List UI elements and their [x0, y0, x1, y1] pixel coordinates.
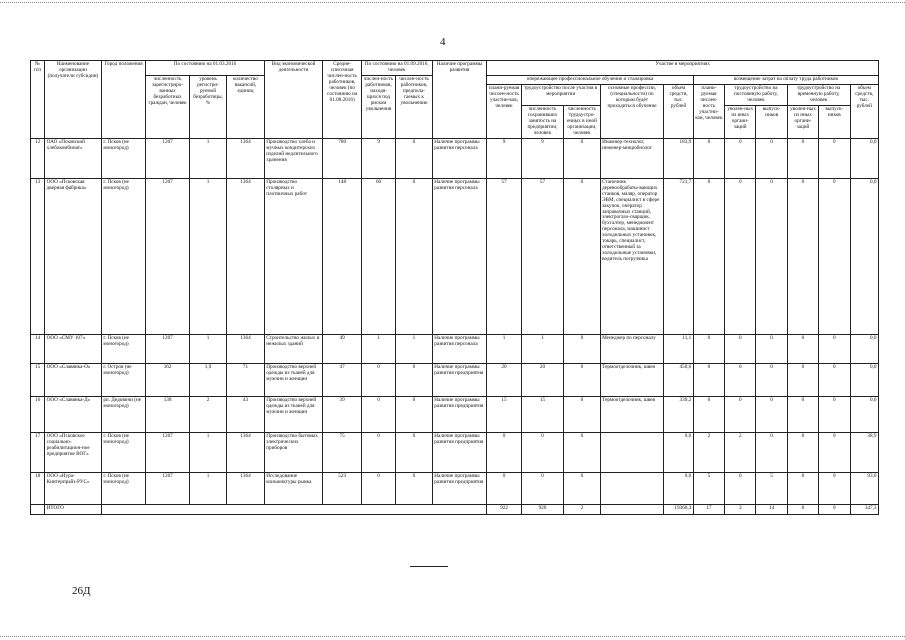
- cell-other-org: 0: [564, 472, 600, 504]
- cell-professions: Инженер-технолог, инженер-микробиолог: [600, 138, 664, 178]
- header-group-participation: Участие в мероприятиях: [487, 61, 879, 76]
- cell-level: 1,9: [189, 363, 226, 396]
- header-no: № п/п: [31, 61, 45, 139]
- cell-professions: Менеджер по персоналу: [600, 334, 664, 363]
- cell-other-org: 0: [564, 432, 600, 472]
- header-at-risk: числен-ность работников, находя-щихся под риском увольнения: [361, 75, 395, 138]
- cell-program: Наличие программы развития персонала: [432, 334, 487, 363]
- cell-dismissal: 0: [396, 363, 432, 396]
- total-funds-2: 347,3: [850, 504, 879, 514]
- cell-perm-graduates: 0: [756, 334, 787, 363]
- cell-at-risk: 0: [361, 472, 395, 504]
- cell-avg: 75: [323, 432, 361, 472]
- cell-perm-graduates: 0: [756, 363, 787, 396]
- cell-at-risk: 0: [361, 396, 395, 432]
- header-row-1: [31, 61, 879, 76]
- cell-temp-graduates: 0: [819, 363, 850, 396]
- cell-other-org: 0: [564, 334, 600, 363]
- cell-org: ООО «Славянка-О»: [45, 363, 102, 396]
- cell-funds: 450,6: [664, 363, 693, 396]
- cell-professions: [600, 432, 664, 472]
- cell-dismissal: 0: [396, 178, 432, 334]
- cell-perm-graduates: 0: [756, 138, 787, 178]
- cell-org: ООО «Псковское социально-реабилитацион-ное предприятие ВОГ»: [45, 432, 102, 472]
- cell-vacancies: 1364: [227, 432, 264, 472]
- table-row: [31, 396, 879, 432]
- cell-avg: 780: [323, 138, 361, 178]
- cell-perm-graduates: 0: [756, 178, 787, 334]
- cell-program: Наличие программы развития предприятия: [432, 363, 487, 396]
- cell-program: Наличие программы развития предприятия: [432, 396, 487, 432]
- cell-funds: 721,7: [664, 178, 693, 334]
- cell-kept: 0: [521, 472, 563, 504]
- cell-professions: Термоотделочник, швея: [600, 363, 664, 396]
- cell-planned-2: 0: [693, 396, 724, 432]
- cell-funds-2: 38,9: [850, 432, 879, 472]
- cell-program: Наличие программы развития персонала: [432, 138, 487, 178]
- cell-vacancies: 71: [227, 363, 264, 396]
- cell-planned: 9: [487, 138, 521, 178]
- cell-no: 13: [31, 178, 45, 334]
- total-label: ИТОГО: [45, 504, 102, 514]
- cell-at-risk: 0: [361, 432, 395, 472]
- cell-vacancies: 1364: [227, 178, 264, 334]
- cell-unemployed: 1207: [146, 432, 190, 472]
- header-group-employment: трудоустройство после участия в мероприятии: [521, 84, 600, 105]
- total-funds: 19360,3: [664, 504, 693, 514]
- header-perm-dismissed: уволен-ных из иных органи-заций: [725, 105, 756, 138]
- total-row: [31, 504, 879, 514]
- cell-activity: Строительство жилых и нежилых зданий: [264, 334, 323, 363]
- header-org: Наименование организации (получатели субсидии): [45, 61, 102, 139]
- cell-perm-dismissed: 0: [725, 178, 756, 334]
- cell-no: 15: [31, 363, 45, 396]
- cell-temp-graduates: 0: [819, 334, 850, 363]
- cell-at-risk: 1: [361, 334, 395, 363]
- cell-temp-dismissed: 0: [787, 472, 818, 504]
- header-kept: численность сохранивших занятость на предприятии, человек: [521, 105, 563, 138]
- cell-city: г. Псков (не моногород): [101, 178, 146, 334]
- cell-vacancies: 1364: [227, 138, 264, 178]
- cell-avg: 523: [323, 472, 361, 504]
- cell-avg: 47: [323, 363, 361, 396]
- table-row: [31, 472, 879, 504]
- cell-funds: 183,9: [664, 138, 693, 178]
- cell-unemployed: 1207: [146, 334, 190, 363]
- cell-unemployed: 138: [146, 396, 190, 432]
- cell-professions: [600, 472, 664, 504]
- cell-planned: 15: [487, 396, 521, 432]
- cell-funds-2: 0,0: [850, 178, 879, 334]
- cell-funds-2: 0,0: [850, 396, 879, 432]
- footer-divider: [410, 566, 448, 567]
- header-group-0109: По состоянию на 01.09.2016, человек: [361, 61, 432, 76]
- cell-kept: 57: [521, 178, 563, 334]
- cell-professions: Станочник деревообрабаты-вающих станков, маляр, оператор ЭВМ, специалист в сфере закупок, оператор заправочных станций, электрогазо-сварщик, бухгалтер, менеджмент персонала, машинист холодильных установок, токарь, специалист, ответственный за холодильные установки, водитель погрузчика: [600, 178, 664, 334]
- cell-planned-2: 0: [693, 138, 724, 178]
- total-professions-blank: [600, 504, 664, 514]
- cell-temp-dismissed: 0: [787, 363, 818, 396]
- cell-vacancies: 1364: [227, 334, 264, 363]
- header-professions: основные профессии, (специальности) по которым будет проходиться обучение: [600, 84, 664, 138]
- header-funds: объем средств, тыс. рублей: [664, 84, 693, 138]
- header-program: Наличие программы развития: [432, 61, 487, 139]
- cell-perm-dismissed: 0: [725, 363, 756, 396]
- header-group-0103: По состоянию на 01.03.2016: [146, 61, 264, 76]
- cell-perm-dismissed: 0: [725, 138, 756, 178]
- cell-planned-2: 5: [693, 472, 724, 504]
- cell-temp-graduates: 0: [819, 396, 850, 432]
- total-temp-graduates: 0: [819, 504, 850, 514]
- table-row: [31, 334, 879, 363]
- cell-no: 12: [31, 138, 45, 178]
- cell-level: 1: [189, 334, 226, 363]
- cell-planned-2: 0: [693, 334, 724, 363]
- cell-perm-dismissed: 2: [725, 432, 756, 472]
- cell-planned: 0: [487, 432, 521, 472]
- total-planned-2: 17: [693, 504, 724, 514]
- cell-dismissal: 1: [396, 334, 432, 363]
- table-row: [31, 138, 879, 178]
- cell-perm-dismissed: 0: [725, 334, 756, 363]
- cell-vacancies: 43: [227, 396, 264, 432]
- cell-planned: 57: [487, 178, 521, 334]
- cell-city: рп. Дедовичи (не моногород): [101, 396, 146, 432]
- cell-temp-graduates: 0: [819, 178, 850, 334]
- cell-avg: 39: [323, 396, 361, 432]
- cell-other-org: 0: [564, 363, 600, 396]
- cell-planned-2: 0: [693, 178, 724, 334]
- subsidy-table: [30, 60, 879, 515]
- cell-temp-dismissed: 0: [787, 334, 818, 363]
- cell-other-org: 0: [564, 178, 600, 334]
- table-row: [31, 363, 879, 396]
- cell-org: ООО «СМУ 107»: [45, 334, 102, 363]
- cell-funds: 0,0: [664, 472, 693, 504]
- cell-city: г. Псков (не моногород): [101, 138, 146, 178]
- cell-unemployed: 1207: [146, 178, 190, 334]
- cell-org: ООО «Нура-Кинтерпрайз-РУС»: [45, 472, 102, 504]
- header-funds-2: объем средств, тыс. рублей: [850, 84, 879, 138]
- cell-level: 1: [189, 138, 226, 178]
- sheet-code: 26Д: [72, 585, 91, 597]
- header-group-advance-training: опережающее профессиональное обучение и стажировка: [487, 75, 693, 84]
- cell-no: 18: [31, 472, 45, 504]
- cell-no: 14: [31, 334, 45, 363]
- cell-city: г. Псков (не моногород): [101, 432, 146, 472]
- cell-level: 1: [189, 432, 226, 472]
- header-avg: Средне-списочная числен-ность работников, человек (по состоянию на 01.08.2016): [323, 61, 361, 139]
- cell-org: ОАО «Псковский хлебокомбинат»: [45, 138, 102, 178]
- header-activity: Вид экономической деятельности: [264, 61, 323, 139]
- cell-planned-2: 0: [693, 363, 724, 396]
- total-blank: [31, 504, 45, 514]
- cell-temp-dismissed: 0: [787, 396, 818, 432]
- cell-perm-dismissed: 0: [725, 472, 756, 504]
- cell-other-org: 0: [564, 138, 600, 178]
- cell-no: 16: [31, 396, 45, 432]
- cell-city: г. Остров (не моногород): [101, 363, 146, 396]
- cell-planned: 20: [487, 363, 521, 396]
- header-perm-graduates: выпуск-ников: [756, 105, 787, 138]
- cell-kept: 15: [521, 396, 563, 432]
- cell-unemployed: 1207: [146, 472, 190, 504]
- cell-funds-2: 93,0: [850, 472, 879, 504]
- cell-planned: 1: [487, 334, 521, 363]
- cell-vacancies: 1364: [227, 472, 264, 504]
- cell-perm-graduates: 5: [756, 472, 787, 504]
- total-perm-dismissed: 3: [725, 504, 756, 514]
- cell-funds: 0,0: [664, 432, 693, 472]
- cell-city: г. Псков (не моногород): [101, 334, 146, 363]
- page-number: 4: [440, 36, 446, 48]
- cell-level: 2: [189, 396, 226, 432]
- header-planned-2: плани-руемая числен-ность участни-ков, человек: [693, 84, 724, 138]
- cell-temp-dismissed: 0: [787, 432, 818, 472]
- cell-dismissal: 0: [396, 432, 432, 472]
- header-city: Город положения: [101, 61, 146, 139]
- cell-planned: 0: [487, 472, 521, 504]
- cell-funds: 11,1: [664, 334, 693, 363]
- cell-avg: 49: [323, 334, 361, 363]
- cell-activity: Производство верхней одежды из тканей для мужчин и женщин: [264, 363, 323, 396]
- cell-dismissal: 0: [396, 472, 432, 504]
- total-temp-dismissed: 0: [787, 504, 818, 514]
- cell-kept: 9: [521, 138, 563, 178]
- cell-funds: 339,2: [664, 396, 693, 432]
- total-planned: 922: [487, 504, 521, 514]
- header-group-temporary: трудоустройство на временную работу, человек: [787, 84, 850, 105]
- header-group-compensation: возмещение затрат на оплату труда работников: [693, 75, 878, 84]
- cell-dismissal: 0: [396, 396, 432, 432]
- cell-other-org: 0: [564, 396, 600, 432]
- cell-temp-graduates: 0: [819, 432, 850, 472]
- header-group-permanent: трудоустройство на постоянную работу, человек: [725, 84, 788, 105]
- cell-program: Наличие программы развития персонала: [432, 178, 487, 334]
- header-unemployed: численность зарегистриро-ванных безработных граждан, человек: [146, 75, 190, 138]
- cell-program: Наличие программы развития предприятия: [432, 432, 487, 472]
- cell-activity: Производство верхней одежды из тканей для мужчин и женщин: [264, 396, 323, 432]
- top-edge-line: [0, 2, 905, 3]
- cell-unemployed: 1207: [146, 138, 190, 178]
- header-planned: плани-руемая числен-ность участни-ков, человек: [487, 84, 521, 138]
- cell-at-risk: 0: [361, 363, 395, 396]
- cell-temp-dismissed: 0: [787, 178, 818, 334]
- cell-kept: 1: [521, 334, 563, 363]
- cell-no: 17: [31, 432, 45, 472]
- cell-perm-graduates: 0: [756, 432, 787, 472]
- cell-funds-2: 0,0: [850, 363, 879, 396]
- cell-org: ООО «Псковская дверная фабрика»: [45, 178, 102, 334]
- cell-temp-dismissed: 0: [787, 138, 818, 178]
- cell-planned-2: 2: [693, 432, 724, 472]
- cell-level: 1: [189, 178, 226, 334]
- bottom-edge-line: [0, 636, 905, 637]
- total-spacer: [101, 504, 487, 514]
- cell-activity: Производство хлеба и мучных кондитерских изделий недлительного хранения: [264, 138, 323, 178]
- cell-level: 1: [189, 472, 226, 504]
- cell-kept: 0: [521, 432, 563, 472]
- cell-activity: Производство столярных и плотничных работ: [264, 178, 323, 334]
- cell-perm-dismissed: 0: [725, 396, 756, 432]
- header-other-org: численность трудоустро-енных в иной организации, человек: [564, 105, 600, 138]
- cell-program: Наличие программы развития предприятия: [432, 472, 487, 504]
- total-kept: 920: [521, 504, 563, 514]
- total-perm-graduates: 14: [756, 504, 787, 514]
- cell-funds-2: 0,0: [850, 334, 879, 363]
- cell-org: ООО «Славянка-Д»: [45, 396, 102, 432]
- cell-unemployed: 162: [146, 363, 190, 396]
- cell-city: г. Псков (не моногород): [101, 472, 146, 504]
- cell-temp-graduates: 0: [819, 138, 850, 178]
- cell-at-risk: 60: [361, 178, 395, 334]
- cell-activity: Производство бытовых электрических приборов: [264, 432, 323, 472]
- total-other-org: 2: [564, 504, 600, 514]
- table-row: [31, 432, 879, 472]
- cell-professions: Термоотделочник, швея: [600, 396, 664, 432]
- header-temp-dismissed: уволен-ных из иных органи-заций: [787, 105, 818, 138]
- cell-kept: 20: [521, 363, 563, 396]
- cell-at-risk: 9: [361, 138, 395, 178]
- table-row: [31, 178, 879, 334]
- cell-temp-graduates: 0: [819, 472, 850, 504]
- cell-activity: Исследование конъюнктуры рынка: [264, 472, 323, 504]
- cell-dismissal: 0: [396, 138, 432, 178]
- header-vacancies: количество вакансий, единиц: [227, 75, 264, 138]
- header-dismissal: числен-ность работников, предпола-гаемых к увольнению: [396, 75, 432, 138]
- cell-perm-graduates: 0: [756, 396, 787, 432]
- header-temp-graduates: выпуск-ников: [819, 105, 850, 138]
- header-level: уровень регистри-руемой безработицы, %: [189, 75, 226, 138]
- cell-funds-2: 0,0: [850, 138, 879, 178]
- cell-avg: 148: [323, 178, 361, 334]
